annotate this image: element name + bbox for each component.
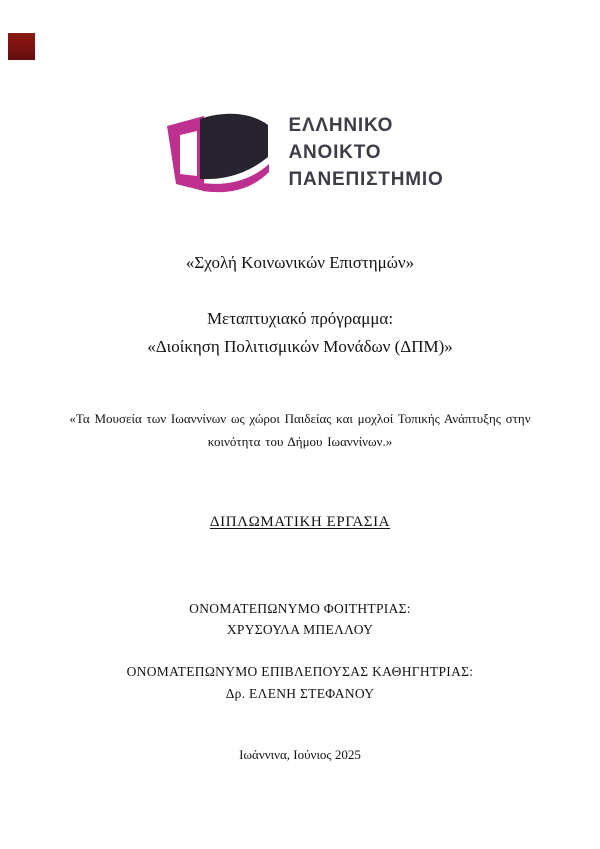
supervisor-name: Δρ. ΕΛΕΝΗ ΣΤΕΦΑΝΟΥ [225, 686, 375, 701]
university-name-line2: ΑΝΟΙΚΤΟ [288, 141, 382, 163]
supervisor-label: ΟΝΟΜΑΤΕΠΩΝΥΜΟ ΕΠΙΒΛΕΠΟΥΣΑΣ ΚΑΘΗΓΗΤΡΙΑΣ: [126, 664, 474, 679]
program-label: Μεταπτυχιακό πρόγραμμα: [206, 309, 394, 328]
student-name: ΧΡΥΣΟΥΛΑ ΜΠΕΛΛΟΥ [226, 622, 374, 637]
thesis-type-heading: ΔΙΠΛΩΜΑΤΙΚΗ ΕΡΓΑΣΙΑ [209, 514, 391, 530]
program-name: «Διοίκηση Πολιτισμικών Μονάδων (ΔΠΜ)» [147, 337, 453, 356]
student-label: ΟΝΟΜΑΤΕΠΩΝΥΜΟ ΦΟΙΤΗΤΡΙΑΣ: [189, 601, 411, 616]
university-name-line1: ΕΛΛΗΝΙΚΟ [288, 114, 394, 136]
place-date: Ιωάννινα, Ιούνιος 2025 [239, 747, 361, 762]
red-stamp-mark [8, 33, 35, 60]
university-name-line3: ΠΑΝΕΠΙΣΤΗΜΙΟ [288, 168, 444, 190]
university-logo [4, 106, 600, 198]
school-title: «Σχολή Κοινωνικών Επιστημών» [185, 253, 415, 272]
open-book-logo-icon [164, 107, 274, 197]
thesis-title: «Τα Μουσεία των Ιωαννίνων ως χώροι Παιδείας και μοχλοί Τοπικής Ανάπτυξης στην κοινότητα του Δήμου Ιωαννίνων.» [69, 411, 531, 449]
university-name [288, 112, 443, 193]
